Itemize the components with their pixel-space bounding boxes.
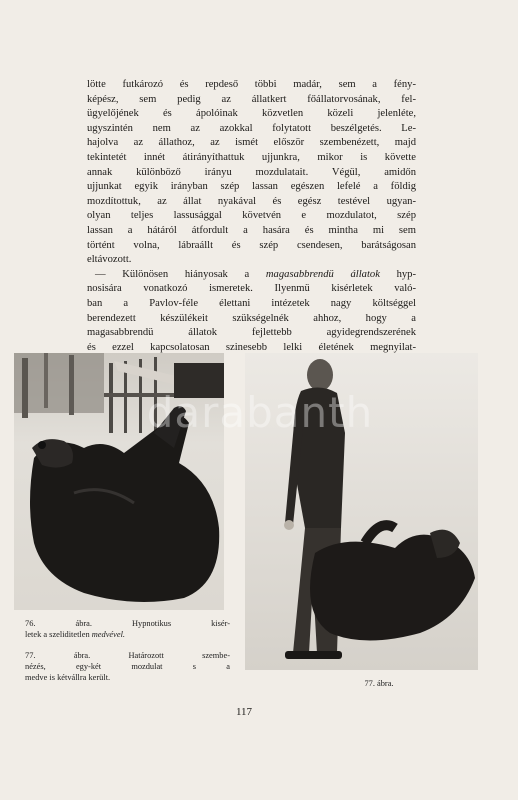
paragraph-1	[87, 78, 416, 268]
body-line: ujjunkat egyik irányban szép lassan egészen lefelé a földig	[87, 181, 416, 193]
body-line: történt volna, lábraállt és szép csendesen, barátságosan	[87, 239, 416, 251]
body-line: képész, sem pedig az állatkert főállatorvosának, fel-	[87, 93, 416, 105]
page-number: 117	[235, 706, 253, 718]
figure-76-caption	[25, 618, 230, 640]
body-line: és ezzel kapcsolatosan szinesebb lelki életének megnyilat-	[87, 341, 416, 353]
body-line: tekintetét innét átirányíthattuk ujjunkra, mikor is követte	[87, 151, 416, 163]
body-line: lötte futkározó és repdeső többi madár, sem a fény-	[87, 79, 416, 90]
figure-77-caption	[25, 650, 230, 683]
figure-76-caption-line-1: 76. ábra. Hypnotikus kisér-	[25, 619, 230, 628]
body-line: ugyszintén nem az azokkal folytatott beszélgetés. Le-	[87, 122, 416, 134]
paragraph-2-line-1	[87, 268, 416, 283]
body-line: ban a Pavlov-féle élettani intézetek nagy költséggel	[87, 297, 416, 309]
body-line: mozdítottuk, az állat nyakával és egész testével ugyan-	[87, 195, 416, 207]
body-text	[87, 78, 416, 355]
body-line: magasabbrendü állatok fejlettebb agyidegrendszerének	[87, 327, 416, 339]
body-line: berendezett készülékeit szükségelnék ahhoz, hogy a	[87, 312, 416, 324]
paragraph-2	[87, 268, 416, 356]
watermark: darabanth	[146, 388, 374, 437]
paragraph-2-italic: magasabbrendü állatok	[265, 268, 380, 280]
body-line: nosisára vonatkozó ismeretek. Ilyenmü kisérletek való-	[87, 283, 416, 295]
figure-76-caption-italic: medvével.	[91, 630, 125, 639]
figure-77-label: 77. ábra.	[364, 679, 394, 688]
body-line: hajolva az állathoz, az ismét először szembenézett, majd	[87, 137, 416, 149]
body-line: annak különböző irányu mozdulatait. Végül, amidőn	[87, 166, 416, 178]
figure-77-caption-line-2: nézés, egy-két mozdulat s a	[25, 662, 230, 671]
figure-77-caption-line-1: 77. ábra. Határozott szembe-	[25, 651, 230, 660]
figure-77-caption-line-3: medve is kétvállra került.	[25, 673, 111, 682]
paragraph-2-prefix: — Különösen hiányosak a	[95, 268, 266, 280]
body-line: eltávozott.	[87, 254, 132, 266]
figure-76-caption-prefix: letek a szeliditetlen	[25, 630, 92, 639]
body-line: ügyelőjének és ápolóinak közvetlen közeli jelenléte,	[87, 108, 416, 120]
figure-76-caption-line-2	[25, 629, 230, 640]
body-line: lassan a hátáról átfordult a hasára és mintha mi sem	[87, 224, 416, 236]
paragraph-2-suffix: hyp-	[379, 268, 416, 280]
body-line: olyan teljes lassusággal követvén e mozdulatot, szép	[87, 210, 416, 222]
